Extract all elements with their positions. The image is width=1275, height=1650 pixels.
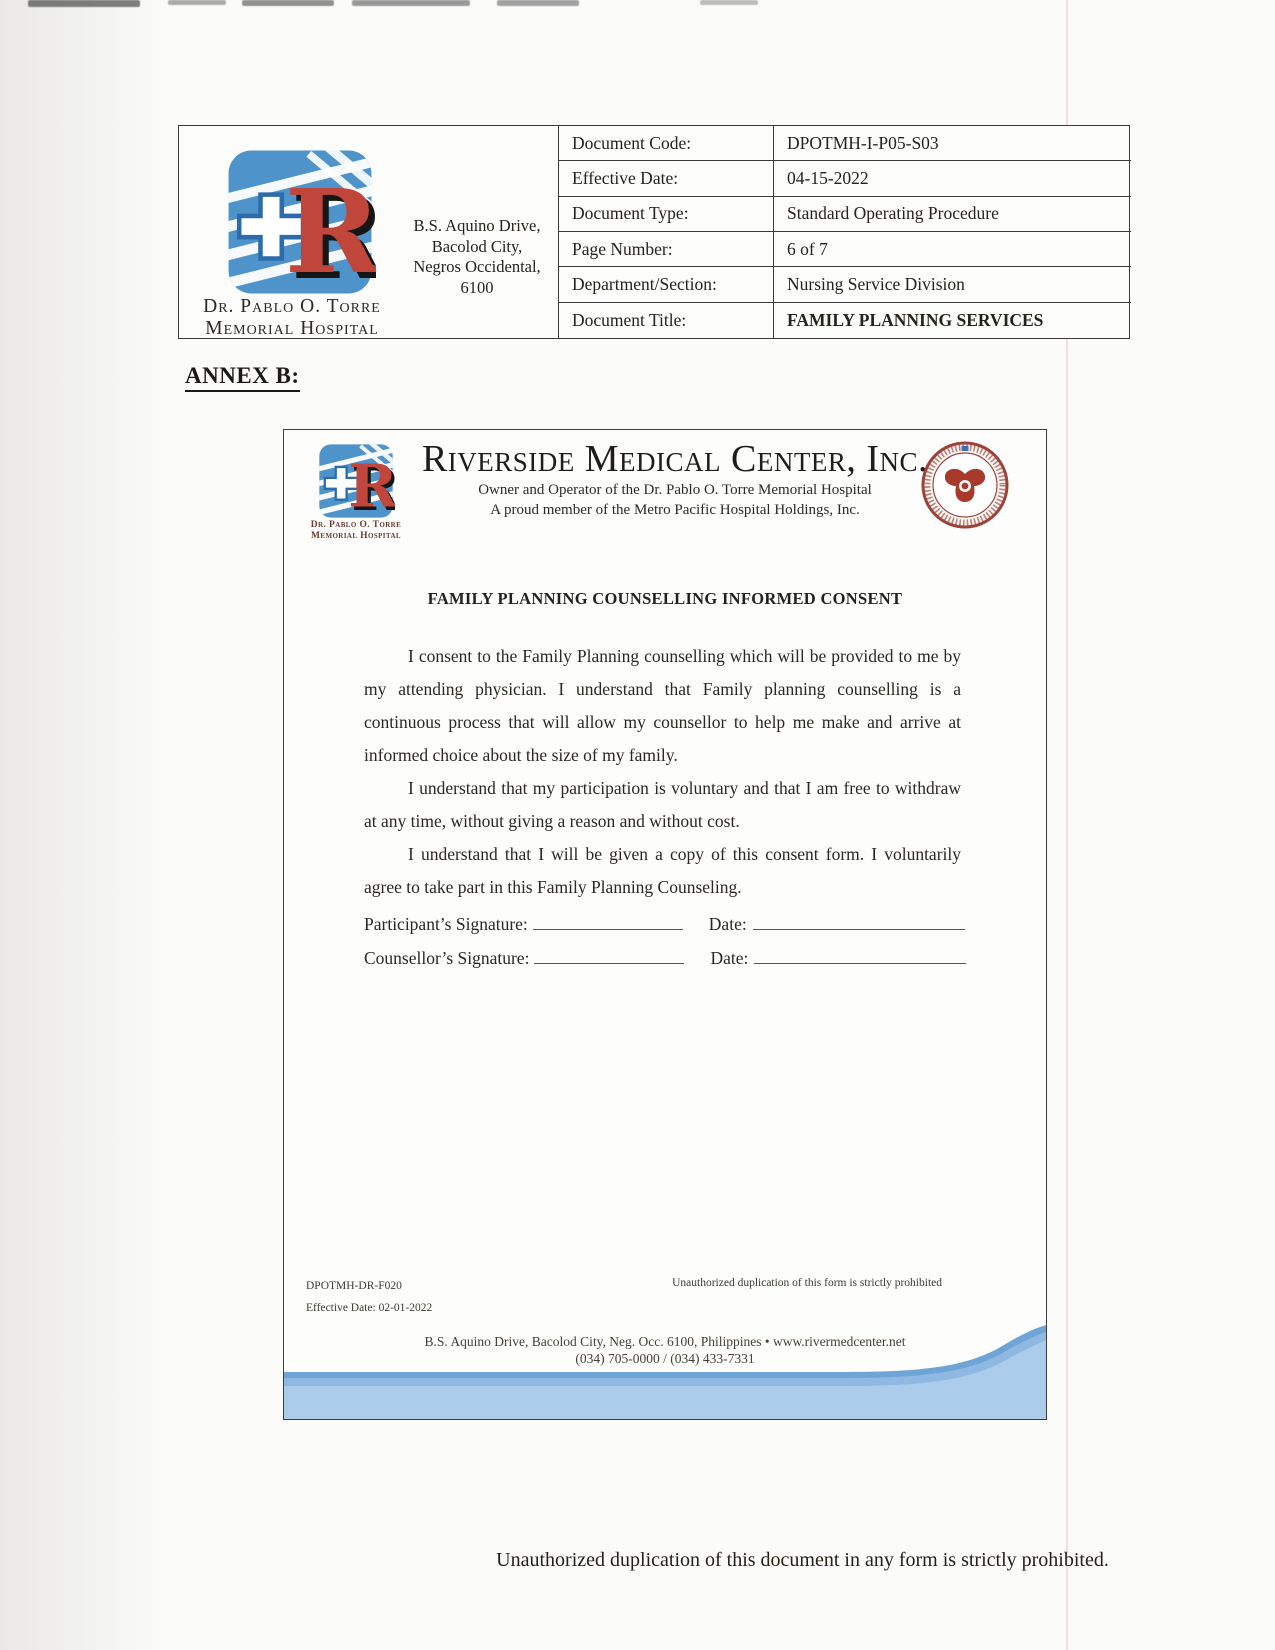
- consent-paragraph-1: I consent to the Family Planning counselling which will be provided to me by my attending physician. I understand that Family planning counselling is a continuous process that will allow my counsellor to help me make and arrive at informed choice about the size of my family.: [364, 646, 961, 765]
- scan-artifact: [497, 0, 579, 6]
- footer-address-line: B.S. Aquino Drive, Bacolod City, Neg. Occ. 6100, Philippines • www.rivermedcenter.net: [424, 1334, 906, 1349]
- field-value-effective-date: 04-15-2022: [773, 161, 1131, 196]
- scan-artifact: [28, 0, 140, 7]
- annex-heading: ANNEX B:: [185, 363, 300, 392]
- scan-artifact: [242, 0, 334, 6]
- organization-subtitle1: Owner and Operator of the Dr. Pablo O. Torre Memorial Hospital: [478, 482, 872, 498]
- hospital-name: [181, 296, 403, 340]
- form-effective-date: Effective Date: 02-01-2022: [306, 1302, 433, 1314]
- field-value-document-code: DPOTMH-I-P05-S03: [773, 126, 1131, 161]
- signature-line: [533, 916, 683, 930]
- date-label: Date:: [710, 948, 749, 968]
- field-label-document-title: Document Title:: [558, 303, 773, 338]
- consent-body: [364, 640, 961, 904]
- hospital-logo-icon: [224, 146, 376, 298]
- field-label-document-code: Document Code:: [558, 126, 773, 161]
- address-line: 6100: [460, 277, 494, 297]
- address-line: Negros Occidental,: [413, 257, 541, 276]
- field-value-department: Nursing Service Division: [773, 267, 1131, 302]
- organization-name: Riverside Medical Center, Inc.: [421, 438, 929, 480]
- date-line: [754, 950, 966, 964]
- scan-artifact: [700, 0, 758, 5]
- consent-paragraph-2: I understand that my participation is voluntary and that I am free to withdraw at any time, without giving a reason and without cost.: [364, 778, 961, 831]
- field-value-document-title: FAMILY PLANNING SERVICES: [773, 303, 1131, 338]
- address-line: B.S. Aquino Drive,: [413, 216, 541, 235]
- scan-artifact: [168, 0, 226, 5]
- form-logo-block: [308, 442, 404, 542]
- consent-form: [283, 429, 1047, 1420]
- hospital-logo-icon: [317, 442, 395, 520]
- scan-artifact: [352, 0, 470, 6]
- field-label-page-number: Page Number:: [558, 232, 773, 267]
- counsellor-signature-label: Counsellor’s Signature:: [364, 948, 530, 968]
- hospital-name-line1: Dr. Pablo O. Torre: [203, 296, 381, 317]
- form-footer-address: [284, 1333, 1046, 1367]
- form-logo-caption2: Memorial Hospital: [311, 531, 401, 541]
- counsellor-signature-row: [364, 948, 974, 982]
- participant-signature-label: Participant’s Signature:: [364, 914, 528, 934]
- field-label-document-type: Document Type:: [558, 197, 773, 232]
- field-label-effective-date: Effective Date:: [558, 161, 773, 196]
- date-label: Date:: [708, 914, 747, 934]
- form-code: DPOTMH-DR-F020: [306, 1280, 402, 1292]
- consent-paragraph-3: I understand that I will be given a copy of this consent form. I voluntarily agree to take part in this Family Planning Counseling.: [364, 844, 961, 897]
- field-value-page-number: 6 of 7: [773, 232, 1131, 267]
- hospital-name-line2: Memorial Hospital: [205, 318, 379, 339]
- hospital-seal-icon: [920, 440, 1010, 530]
- signature-section: [364, 914, 974, 982]
- hospital-logo-cell: [179, 126, 558, 338]
- hospital-address: [398, 216, 556, 298]
- form-code-block: [306, 1275, 432, 1319]
- form-duplication-note: Unauthorized duplication of this form is strictly prohibited: [672, 1277, 942, 1289]
- document-header-table: [178, 125, 1130, 339]
- scan-edge-shade: [0, 0, 170, 1650]
- page-footer-note: Unauthorized duplication of this document in any form is strictly prohibited.: [496, 1549, 1109, 1571]
- participant-signature-row: [364, 914, 974, 948]
- date-line: [753, 916, 965, 930]
- field-value-document-type: Standard Operating Procedure: [773, 197, 1131, 232]
- organization-subtitle2: A proud member of the Metro Pacific Hospital Holdings, Inc.: [490, 502, 860, 518]
- form-letterhead: [396, 438, 954, 520]
- address-line: Bacolod City,: [431, 236, 523, 256]
- field-label-department: Department/Section:: [558, 267, 773, 302]
- form-logo-caption1: Dr. Pablo O. Torre: [310, 520, 402, 530]
- signature-line: [534, 950, 684, 964]
- consent-title: FAMILY PLANNING COUNSELLING INFORMED CONSENT: [427, 589, 903, 608]
- footer-phone-line: (034) 705-0000 / (034) 433-7331: [575, 1351, 755, 1366]
